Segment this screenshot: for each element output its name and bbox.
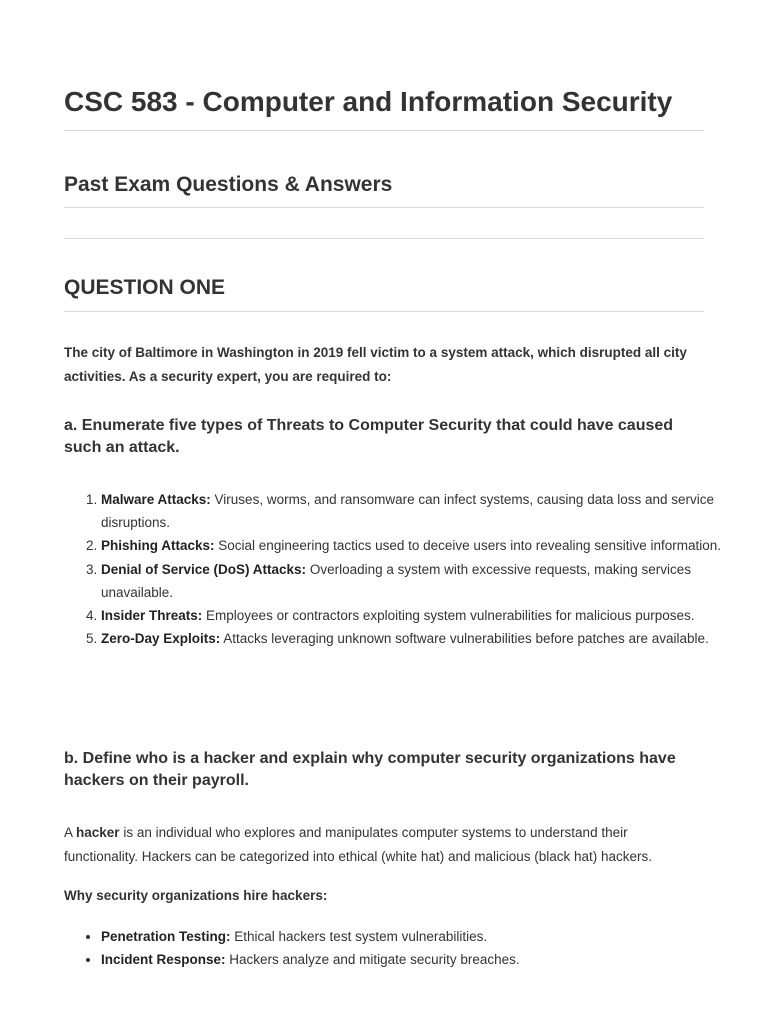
definition-text: is an individual who explores and manipulates computer systems to understand their functionality. Hackers can be categorized into ethical (white hat) and malicious (black hat) hackers.: [64, 825, 653, 864]
document-title: CSC 583 - Computer and Information Security: [64, 86, 673, 117]
list-item-term: Zero-Day Exploits:: [101, 631, 221, 647]
reasons-list: [64, 925, 741, 971]
list-item-text: Viruses, worms, and ransomware can infect systems, causing data loss and service disruptions.: [101, 492, 715, 531]
why-heading: Why security organizations hire hackers:: [64, 888, 328, 903]
part-a-heading: a. Enumerate five types of Threats to Computer Security that could have caused such an attack.: [64, 417, 674, 456]
list-item: [101, 925, 741, 948]
list-item: [101, 558, 741, 604]
question-intro: The city of Baltimore in Washington in 2019 fell victim to a system attack, which disrupted all city activities. As a security expert, you are required to:: [64, 345, 687, 384]
document-subtitle: Past Exam Questions & Answers: [64, 173, 393, 196]
divider: [64, 130, 704, 131]
definition-term: hacker: [76, 825, 120, 840]
list-item-term: Incident Response:: [101, 952, 226, 967]
question-heading: QUESTION ONE: [64, 276, 226, 299]
part-b-heading: b. Define who is a hacker and explain why computer security organizations have hackers on their payroll.: [64, 750, 676, 789]
definition-prefix: A: [64, 825, 77, 840]
divider: [64, 207, 704, 208]
divider: [64, 238, 704, 239]
list-item-term: Penetration Testing:: [101, 929, 231, 944]
divider: [64, 311, 704, 312]
list-item: [101, 604, 741, 627]
list-item-term: Insider Threats:: [101, 608, 203, 624]
threats-list: [64, 488, 741, 650]
list-item: [101, 488, 741, 534]
list-item-text: Employees or contractors exploiting system vulnerabilities for malicious purposes.: [202, 608, 695, 624]
hacker-definition: [64, 821, 704, 868]
list-item-text: Overloading a system with excessive requests, making services unavailable.: [101, 561, 691, 600]
list-item-term: Malware Attacks:: [101, 492, 211, 507]
list-item-text: Ethical hackers test system vulnerabilities.: [230, 929, 488, 944]
list-item: [101, 948, 741, 971]
list-item-text: Social engineering tactics used to deceive users into revealing sensitive information.: [214, 538, 722, 554]
list-item-term: Phishing Attacks:: [101, 538, 215, 554]
list-item-term: Denial of Service (DoS) Attacks:: [101, 561, 307, 577]
list-item: [101, 627, 741, 650]
list-item: [101, 534, 741, 557]
list-item-text: Hackers analyze and mitigate security breaches.: [225, 952, 520, 967]
list-item-text: Attacks leveraging unknown software vulnerabilities before patches are available.: [220, 631, 709, 647]
